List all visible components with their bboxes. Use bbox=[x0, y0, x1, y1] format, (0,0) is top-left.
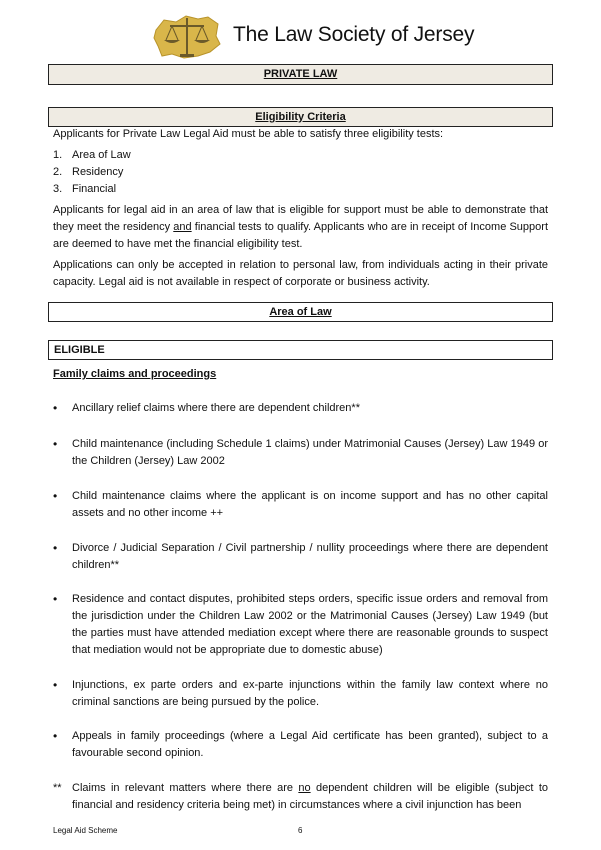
personal-law-paragraph: Applications can only be accepted in relation to personal law, from individuals acting in their private capacity. Legal aid is not available in respect of corporate or business activity. bbox=[53, 259, 548, 288]
note-marker: ** bbox=[53, 782, 62, 794]
section-header-eligibility: Eligibility Criteria bbox=[48, 107, 553, 127]
section-header-area-of-law: Area of Law bbox=[48, 302, 553, 322]
family-claims-heading: Family claims and proceedings bbox=[53, 368, 217, 380]
residency-paragraph: Applicants for legal aid in an area of law that is eligible for support must be able to demonstrate that they meet the residency and financial tests to qualify. Applicants who are in receipt of Income Support are deemed to have met the financial eligibility test. bbox=[53, 204, 548, 250]
section-header-eligible: ELIGIBLE bbox=[48, 340, 553, 360]
footer-title: Legal Aid Scheme bbox=[53, 826, 118, 835]
list-item: 2. Residency bbox=[53, 166, 124, 178]
org-name: The Law Society of Jersey bbox=[233, 23, 475, 46]
intro-text: Applicants for Private Law Legal Aid must be able to satisfy three eligibility tests: bbox=[53, 128, 444, 140]
law-society-logo bbox=[152, 12, 222, 62]
list-item: 1. Area of Law bbox=[53, 149, 131, 161]
section-header-private-law: PRIVATE LAW bbox=[48, 64, 553, 85]
list-item: 3. Financial bbox=[53, 183, 117, 195]
page-number: 6 bbox=[298, 826, 303, 835]
